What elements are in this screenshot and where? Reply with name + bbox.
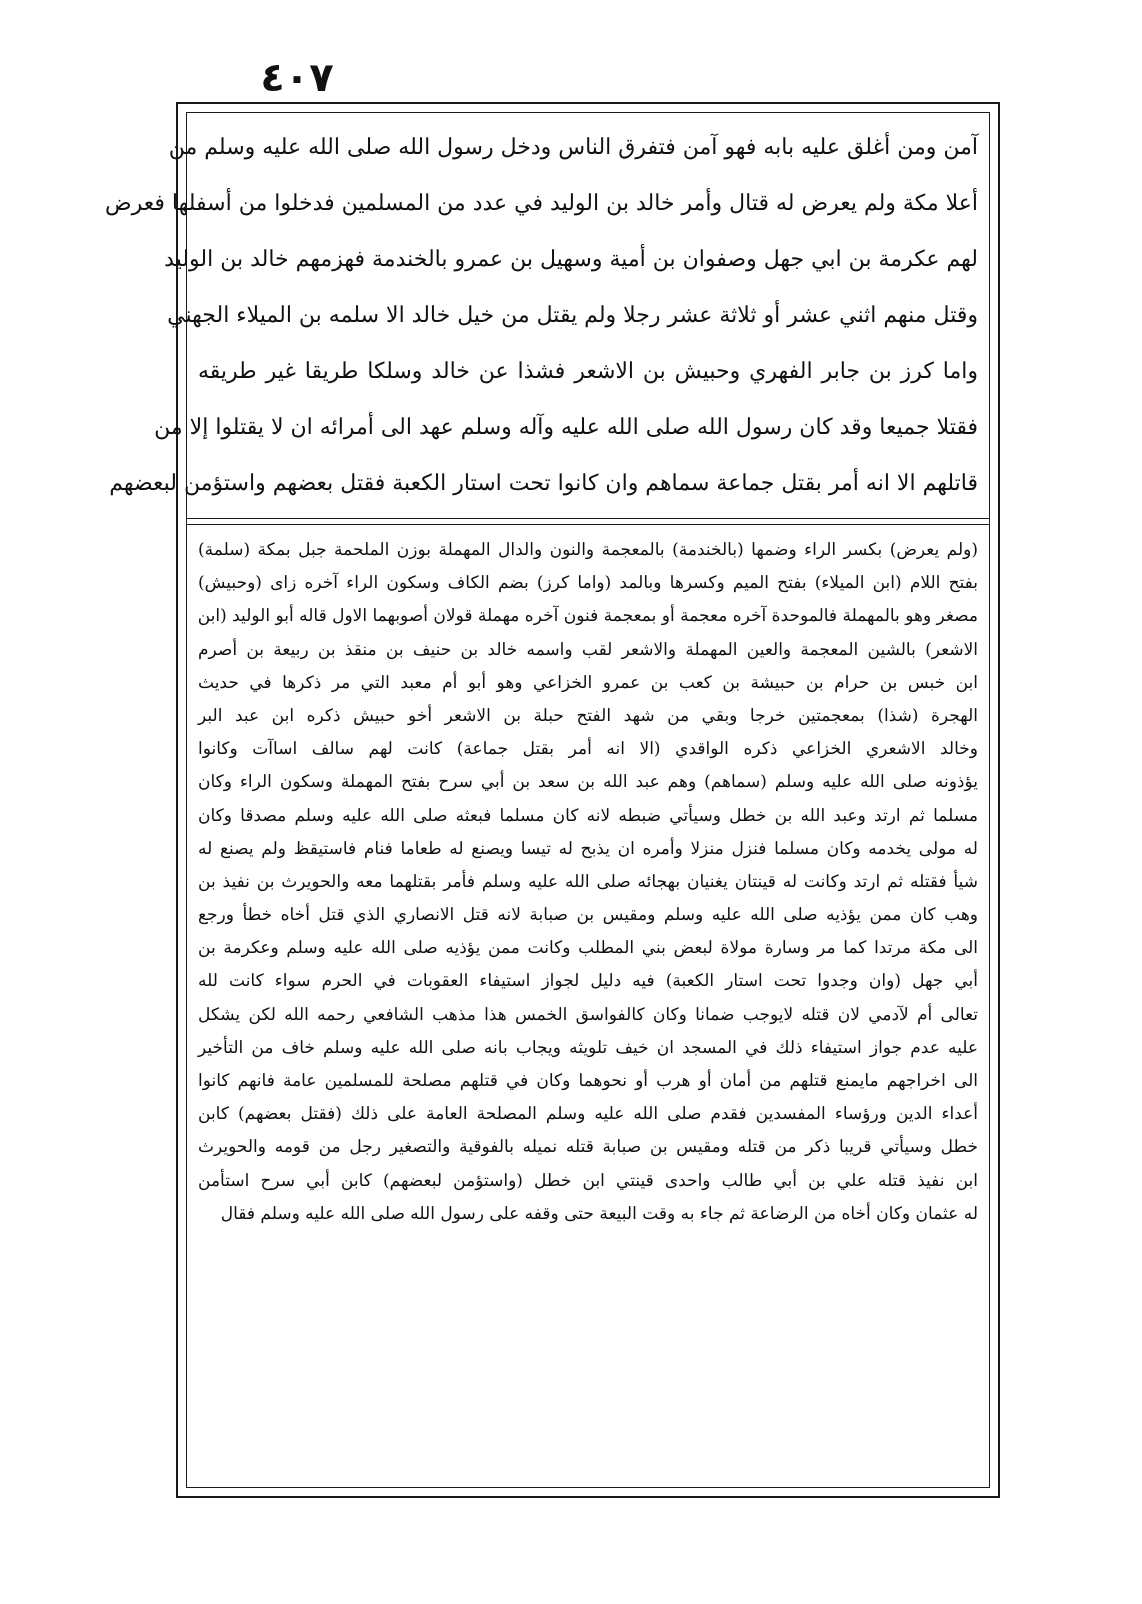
section-divider-top — [186, 518, 990, 519]
main-text-line: واما كرز بن جابر الفهري وحبيش بن الاشعر فشذا عن خالد وسلكا طريقا غير طريقه — [198, 359, 978, 384]
main-text-line: آمن ومن أغلق عليه بابه فهو آمن فتفرق الناس ودخل رسول الله صلى الله عليه وسلم من — [168, 135, 978, 160]
section-divider-bottom — [186, 524, 990, 525]
main-text-line: وقتل منهم اثني عشر أو ثلاثة عشر رجلا ولم يقتل من خيل خالد الا سلمه بن الميلاء الجهني — [167, 303, 978, 328]
commentary-line: أبي جهل (وان وجدوا تحت استار الكعبة) فيه دليل لجواز استيفاء العقوبات في الحرم سواء كانت لله — [198, 971, 978, 992]
commentary-line: الى مكة مرتدا كما مر وسارة مولاة لبعض بني المطلب وكانت ممن يؤذيه صلى الله عليه وسلم وعكرمة بن — [198, 938, 978, 959]
main-text-line: لهم عكرمة بن ابي جهل وصفوان بن أمية وسهيل بن عمرو بالخندمة فهزمهم خالد بن الوليد — [164, 247, 978, 272]
commentary-line: أعداء الدين ورؤساء المفسدين فقدم صلى الله عليه وسلم المصلحة العامة على ذلك (فقتل بعضهم) كابن — [198, 1104, 978, 1125]
commentary-line: له مولى يخدمه وكان مسلما فنزل منزلا وأمره ان يذبح له تيسا ويصنع له طعاما فنام فاستيقظ ولم يصنع له — [198, 838, 978, 859]
page-number: ٤٠٧ — [260, 55, 334, 101]
commentary-line: بفتح اللام (ابن الميلاء) بفتح الميم وكسرها وبالمد (واما كرز) بضم الكاف وسكون الراء آخره زاى (وحبيش) — [198, 573, 978, 594]
main-text-line: أعلا مكة ولم يعرض له قتال وأمر خالد بن الوليد في عدد من المسلمين فدخلوا من أسفلها فعرض — [105, 191, 978, 216]
commentary-line: (ولم يعرض) بكسر الراء وضمها (بالخندمة) بالمعجمة والنون والدال المهملة بوزن الملحمة جبل بمكة (سلمة) — [198, 540, 978, 560]
commentary-line: وخالد الاشعري الخزاعي ذكره الواقدي (الا انه أمر بقتل جماعة) كانت لهم سالف اساآت وكانوا — [198, 739, 978, 760]
commentary-line: الاشعر) بالشين المعجمة والعين المهملة والاشعر لقب واسمه خالد بن حنيف بن منقذ بن ربيعة بن أصرم — [198, 639, 978, 660]
commentary-line: يؤذونه صلى الله عليه وسلم (سماهم) وهم عبد الله بن سعد بن أبي سرح بفتح المهملة وسكون الراء وكان — [198, 772, 978, 793]
main-text-line: قاتلهم الا انه أمر بقتل جماعة سماهم وان كانوا تحت استار الكعبة فقتل بعضهم واستؤمن لبعضهم — [109, 471, 978, 496]
commentary-line: شيأ فقتله ثم ارتد وكانت له قينتان يغنيان بهجائه صلى الله عليه وسلم فأمر بقتلهما معه والحويرث بن نفيذ بن — [198, 871, 978, 892]
commentary-line: خطل وسيأتي قريبا ذكر من قتله ومقيس بن صبابة قتله نميله بالفوقية والتصغير رجل من قومه والحويرث — [198, 1137, 978, 1158]
commentary-line: الهجرة (شذا) بمعجمتين خرجا وبقي من شهد الفتح حبلة بن الاشعر أخو حبيش ذكره ابن عبد البر — [198, 705, 978, 726]
commentary-line: مصغر وهو بالمهملة فالموحدة آخره معجمة أو بمعجمة فنون آخره مهملة قولان أصوبهما الاول قاله أبو الوليد (ابن — [197, 606, 978, 627]
commentary-line: ابن خبس بن حرام بن حبيشة بن كعب بن عمرو الخزاعي وهو أبو أم معبد التي مر ذكرها في حديث — [198, 672, 978, 693]
commentary-line: له عثمان وكان أخاه من الرضاعة ثم جاء به وقت البيعة حتى وقفه على رسول الله صلى الله عليه وسلم فقال — [220, 1203, 978, 1224]
commentary-line: عليه عدم جواز استيفاء ذلك في المسجد ان خيف تلويثه ويجاب بانه صلى الله عليه وسلم خاف من التأخير — [198, 1037, 978, 1058]
commentary-line: تعالى أم لآدمي لان قتله لايوجب ضمانا وكان كالفواسق الخمس هذا مذهب الشافعي رحمه الله لكن يشكل — [198, 1004, 978, 1025]
main-text-line: فقتلا جميعا وقد كان رسول الله صلى الله عليه وآله وسلم عهد الى أمرائه ان لا يقتلوا إلا من — [154, 415, 978, 440]
commentary-line: وهب كان ممن يؤذيه صلى الله عليه وسلم ومقيس بن صبابة لانه قتل الانصاري الذي قتل أخاه خطأ ورجع — [198, 905, 978, 926]
main-text — [105, 120, 978, 512]
commentary-line: ابن نفيذ قتله علي بن أبي طالب واحدى قينتي ابن خطل (واستؤمن لبعضهم) كابن أبي سرح استأمن — [198, 1170, 978, 1191]
commentary-line: الى اخراجهم مايمنع قتلهم من أمان أو هرب أو نحوهما وكان في قتلهم مصلحة للمسلمين عامة فانهم كانوا — [198, 1071, 978, 1091]
commentary-line: مسلما ثم ارتد وعبد الله بن خطل وسيأتي ضبطه لانه كان مسلما فبعثه صلى الله عليه وسلم مصدقا وكان — [198, 805, 978, 826]
commentary-text — [198, 534, 978, 1231]
